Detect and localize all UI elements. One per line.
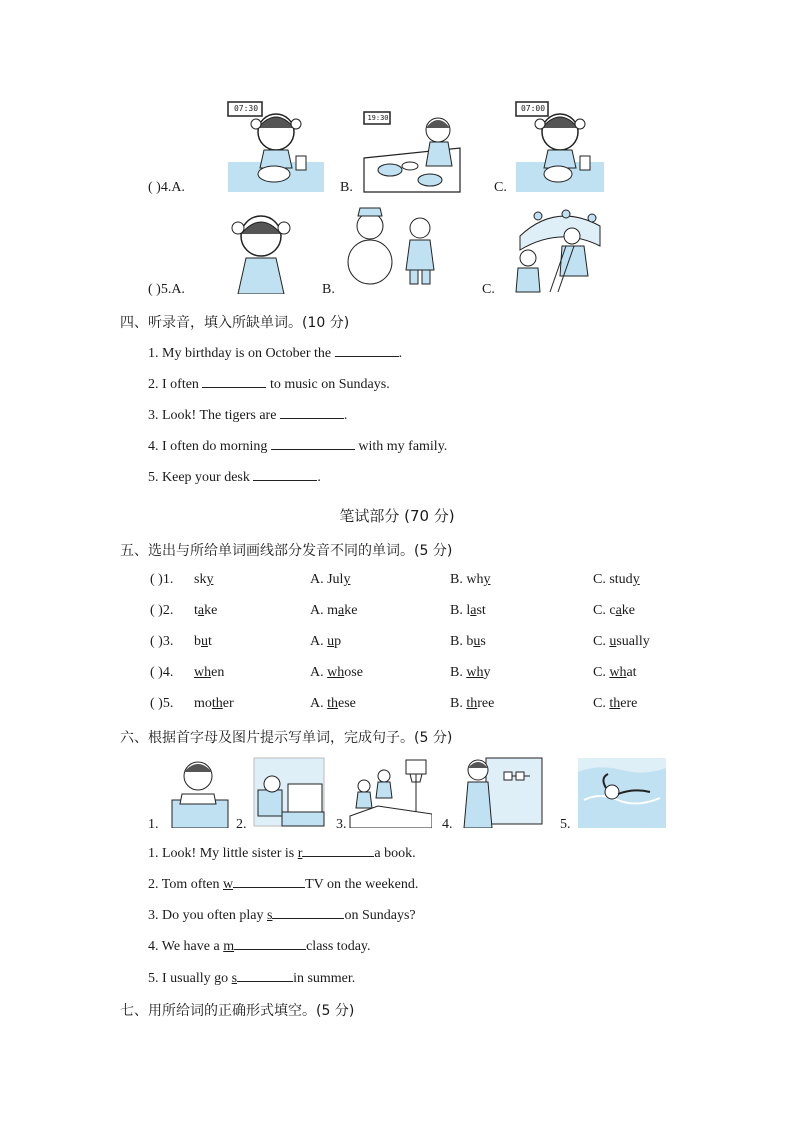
item-text: 1. Look! My little sister is: [148, 846, 298, 861]
word-part: ese: [338, 696, 356, 711]
given-word: [194, 603, 217, 619]
word-part: A.: [310, 696, 328, 711]
q5-picture-c: [510, 206, 602, 294]
word-part: t: [194, 603, 198, 618]
q5-option-b-label: B.: [322, 282, 335, 297]
answer-blank[interactable]: [234, 937, 306, 950]
item-text: with my family.: [354, 439, 448, 454]
answer-bracket[interactable]: ( )3.: [150, 634, 174, 649]
word-part: B. l: [450, 603, 471, 618]
word-part: ree: [477, 696, 495, 711]
section-4-item-2: [148, 375, 390, 393]
option-c: [593, 634, 650, 650]
section-4-item-1: [148, 344, 402, 362]
underlined-letters: u: [473, 634, 481, 649]
underlined-letters: a: [338, 603, 345, 618]
word-part: A. m: [310, 603, 338, 618]
picture-math-class: [460, 756, 544, 828]
item-text: 1. My birthday is on October the: [148, 346, 335, 361]
item-text: on Sundays?: [344, 908, 416, 923]
underlined-letters: th: [609, 696, 621, 711]
underlined-letters: wh: [327, 665, 345, 680]
option-b: [450, 696, 494, 712]
item-text: 3. Look! The tigers are: [148, 408, 280, 423]
word-part: y: [483, 665, 491, 680]
q5-prefix: ( )5.A.: [148, 282, 185, 297]
word-part: mo: [194, 696, 212, 711]
word-part: C. stud: [593, 572, 633, 587]
word-part: ose: [344, 665, 363, 680]
word-part: C.: [593, 665, 610, 680]
word-part: A.: [310, 665, 328, 680]
answer-blank[interactable]: [253, 468, 317, 481]
underlined-letters: th: [211, 696, 223, 711]
underlined-letters: wh: [194, 665, 212, 680]
underlined-letters: a: [470, 603, 477, 618]
word-part: st: [476, 603, 486, 618]
section-6-item-4: [148, 937, 371, 955]
word-part: ke: [344, 603, 358, 618]
item-text: 2. I often: [148, 377, 203, 392]
underlined-letters: u: [609, 634, 617, 649]
word-part: ke: [621, 603, 635, 618]
option-b: [450, 634, 486, 650]
section-6-item-5: [148, 969, 355, 987]
q4-option-c-label: C.: [494, 180, 507, 195]
word-part: at: [626, 665, 637, 680]
underlined-letters: u: [327, 634, 335, 649]
pic-label-5: 5.: [560, 817, 571, 832]
answer-blank[interactable]: [280, 406, 344, 419]
item-text: 4. I often do morning: [148, 439, 271, 454]
picture-playing-sport: [348, 756, 432, 828]
word-part: C.: [593, 634, 610, 649]
picture-watching-tv: [252, 756, 326, 828]
word-part: t: [208, 634, 212, 649]
pic-label-3: 3.: [336, 817, 347, 832]
answer-blank[interactable]: [237, 969, 293, 982]
clock-label-b: 19:30: [367, 114, 389, 122]
word-part: en: [211, 665, 225, 680]
answer-blank[interactable]: [272, 906, 344, 919]
item-text: 2. Tom often: [148, 877, 223, 892]
q4-prefix: ( )4.A.: [148, 180, 185, 195]
q5-picture-a: [228, 206, 294, 294]
item-text: TV on the weekend.: [305, 877, 419, 892]
option-c: [593, 696, 637, 712]
item-text: 4. We have a: [148, 939, 224, 954]
word-part: A. Jul: [310, 572, 344, 587]
initial-letter: w: [222, 877, 234, 892]
word-part: A.: [310, 634, 328, 649]
initial-letter: r: [297, 846, 303, 861]
q4-picture-b: [362, 108, 462, 194]
section-4-item-3: [148, 406, 347, 424]
underlined-letters: y: [343, 572, 351, 587]
option-a: [310, 665, 363, 681]
item-text: in summer.: [293, 971, 356, 986]
given-word: [194, 572, 213, 588]
q4-option-b-label: B.: [340, 180, 353, 195]
given-word: [194, 696, 234, 712]
underlined-letters: y: [483, 572, 491, 587]
option-b: [450, 603, 486, 619]
q5-option-c-label: C.: [482, 282, 495, 297]
item-text: 3. Do you often play: [148, 908, 267, 923]
underlined-letters: y: [632, 572, 640, 587]
initial-letter: s: [266, 908, 273, 923]
option-c: [593, 665, 637, 681]
item-text: class today.: [306, 939, 371, 954]
item-text: 5. I usually go: [148, 971, 232, 986]
underlined-letters: wh: [609, 665, 627, 680]
clock-label-c: 07:00: [520, 104, 546, 113]
section-6-title: 六、根据首字母及图片提示写单词，完成句子。(5 分): [120, 730, 453, 746]
section-4-title: 四、听录音，填入所缺单词。(10 分): [120, 315, 350, 331]
word-part: b: [194, 634, 201, 649]
answer-bracket[interactable]: ( )5.: [150, 696, 174, 711]
word-part: p: [334, 634, 342, 649]
option-a: [310, 572, 350, 588]
initial-letter: m: [223, 939, 235, 954]
section-4-item-5: [148, 468, 321, 486]
item-text: .: [398, 346, 403, 361]
clock-label-a: 07:30: [233, 104, 259, 113]
word-part: B.: [450, 665, 467, 680]
initial-letter: s: [231, 971, 238, 986]
pic-label-4: 4.: [442, 817, 453, 832]
answer-blank[interactable]: [233, 875, 305, 888]
section-7-title: 七、用所给词的正确形式填空。(5 分): [120, 1003, 355, 1019]
given-word: [194, 665, 224, 681]
item-text: 5. Keep your desk: [148, 470, 254, 485]
section-6-item-3: [148, 906, 416, 924]
option-c: [593, 603, 635, 619]
item-text: .: [343, 408, 348, 423]
picture-swimming: [578, 758, 666, 828]
option-b: [450, 572, 490, 588]
q4-picture-a: [226, 98, 326, 194]
pic-label-2: 2.: [236, 817, 247, 832]
item-text: a book.: [374, 846, 416, 861]
picture-reading: [164, 756, 232, 828]
answer-blank[interactable]: [335, 344, 399, 357]
answer-bracket[interactable]: ( )2.: [150, 603, 174, 618]
section-6-item-2: [148, 875, 418, 893]
underlined-letters: wh: [466, 665, 484, 680]
word-part: B. b: [450, 634, 474, 649]
option-a: [310, 634, 341, 650]
item-text: to music on Sundays.: [266, 377, 390, 392]
underlined-letters: th: [327, 696, 339, 711]
option-b: [450, 665, 490, 681]
word-part: sk: [194, 572, 207, 587]
option-a: [310, 603, 357, 619]
option-c: [593, 572, 640, 588]
written-part-title: 笔试部分 (70 分): [339, 507, 455, 525]
underlined-letters: u: [201, 634, 208, 649]
answer-blank[interactable]: [202, 375, 266, 388]
given-word: [194, 634, 212, 650]
q5-picture-b: [344, 206, 448, 288]
section-6-item-1: [148, 844, 416, 862]
underlined-letters: y: [206, 572, 214, 587]
answer-blank[interactable]: [302, 844, 374, 857]
pic-label-1: 1.: [148, 817, 159, 832]
word-part: B.: [450, 696, 467, 711]
word-part: ke: [204, 603, 218, 618]
word-part: ere: [620, 696, 638, 711]
word-part: s: [480, 634, 486, 649]
answer-bracket[interactable]: ( )4.: [150, 665, 174, 680]
word-part: C. c: [593, 603, 616, 618]
answer-bracket[interactable]: ( )1.: [150, 572, 174, 587]
word-part: er: [222, 696, 234, 711]
word-part: sually: [616, 634, 650, 649]
underlined-letters: th: [466, 696, 478, 711]
underlined-letters: a: [615, 603, 622, 618]
item-text: .: [317, 470, 321, 485]
q4-picture-c: [514, 98, 606, 194]
section-5-title: 五、选出与所给单词画线部分发音不同的单词。(5 分): [120, 543, 453, 559]
section-4-item-4: [148, 437, 447, 455]
answer-blank[interactable]: [271, 437, 355, 450]
word-part: C.: [593, 696, 610, 711]
option-a: [310, 696, 356, 712]
underlined-letters: a: [197, 603, 205, 618]
word-part: B. wh: [450, 572, 484, 587]
